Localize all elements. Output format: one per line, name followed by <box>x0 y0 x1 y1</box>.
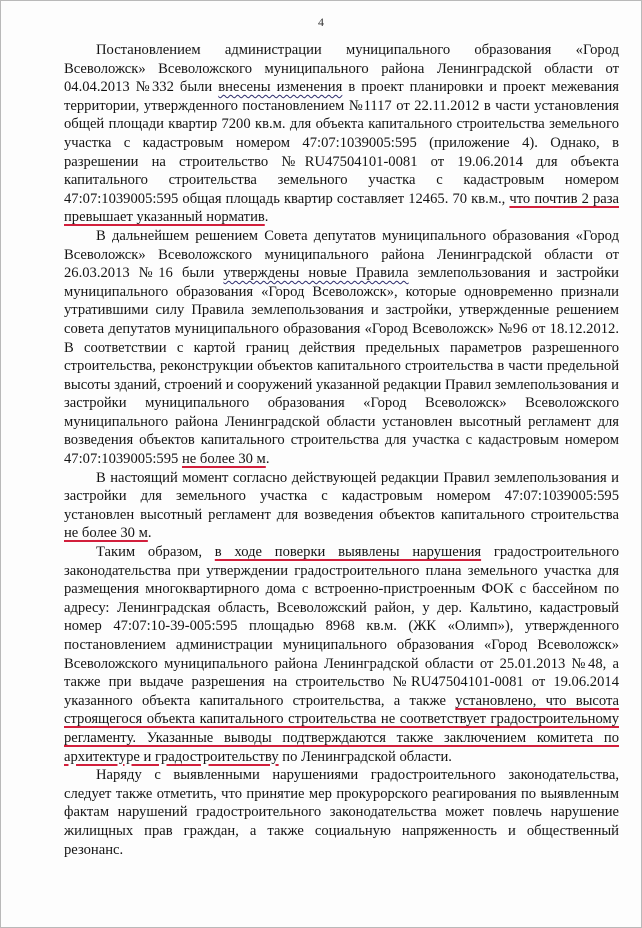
paragraph-3 <box>64 469 619 543</box>
paragraph-3-text-a: В настоящий момент согласно действующей редакции Правил землепользования и застройки для земельного участка с кадастровым номером 47:07:1039005:595 установлен высотный регламент для возведения объектов капитального строительства <box>64 469 619 523</box>
paragraph-1-text-e: . <box>264 209 269 226</box>
paragraph-3-text-e: . <box>147 525 152 542</box>
paragraph-1-emphasis-changes: внесены изменения <box>218 79 343 96</box>
paragraph-1-text-c: в проект планировки и проект межевания территории, утвержденного постановлением №1117 от 22.11.2012 в части установления общей площади квартир 7200 кв.м. для объекта капитального строительства земельного участка с кадастровым номером 47:07:1039005:595 (приложение 4). Однако, в разрешении на строительство №RU47504101-0081 от 19.06.2014 для объекта капитального строительства земельного участка с кадастровым номером 47:07:1039005:595 общая площадь квартир составляет 12465. 70 кв.м., <box>64 79 620 207</box>
document-body <box>64 41 619 859</box>
paragraph-2-text-a: В дальнейшем решением Совета депутатов муниципального образования «Город Всеволожск» Всеволожского муниципального района Ленинградской области от 26.03.2013 №16 были <box>64 227 619 282</box>
paragraph-2-highlight-height: не более 30 м <box>181 451 266 468</box>
paragraph-5 <box>64 766 619 859</box>
paragraph-2-text-e: . <box>265 451 270 468</box>
paragraph-4-text-g: по Ленинградской области. <box>278 748 452 765</box>
paragraph-1-highlight-exceeds: что почтив 2 раза превышает указанный норматив <box>64 190 619 226</box>
page-number: 4 <box>318 15 324 29</box>
paragraph-4 <box>64 543 619 766</box>
paragraph-4-highlight-violations: в ходе поверки выявлены нарушения <box>214 544 482 561</box>
paragraph-1 <box>64 41 619 227</box>
paragraph-2-emphasis-new-rules: утверждены новые Правила <box>223 265 409 282</box>
paragraph-4-text-a: Таким образом, <box>96 544 215 561</box>
paragraph-4-highlight-conclusion: установлено, что высота строящегося объекта капитального строительства не соответствует градостроительному регламенту. Указанные выводы подтверждаются также заключением комитета по архитектуре и градостроительству <box>64 692 620 765</box>
paragraph-1-text-a: Постановлением администрации муниципального образования «Город Всеволожск» Всеволожского муниципального района Ленинградской области от 04.04.2013 №332 были <box>64 42 619 96</box>
paragraph-3-highlight-height: не более 30 м <box>64 525 148 542</box>
paragraph-4-text-c: градостроительного законодательства при утверждении градостроительного плана земельного участка для размещения многоквартирного дома с встроенно-пристроенным ФОК с бассейном по адресу: Ленинградская область, Всеволожский район, у дер. Кальтино, кадастровый номер 47:07:10-39-005:595 площадью 8968 кв.м. (ЖК «Олимп»), утвержденного постановлением администрации муниципального образования «Город Всеволожск» Всеволожского муниципального района Ленинградской области от 25.01.2013 №48, а также при выдаче разрешения на строительство №RU47504101-0081 от 19.06.2014 указанного объекта капитального строительства, а также <box>64 544 619 709</box>
paragraph-2 <box>64 227 619 469</box>
paragraph-2-text-c: землепользования и застройки муниципального образования «Город Всеволожск», которые одновременно признали утратившими силу Правила землепользования и застройки, утвержденные решением совета депутатов муниципального образования «Город Всеволожск» №96 от 18.12.2012. В соответствии с картой границ действия предельных параметров разрешенного строительства, реконструкции объектов капитального строительства в части предельной высоты зданий, строений и сооружений указанной редакции Правил землепользования и застройки муниципального образования «Город Всеволожск» Всеволожского муниципального района Ленинградской области установлен высотный регламент для возведения объектов капитального строительства для участка с кадастровым номером 47:07:1039005:595 <box>64 265 619 468</box>
paragraph-5-text-a: Наряду с выявленными нарушениями градостроительного законодательства, следует также отметить, что принятие мер прокурорского реагирования по выявленным фактам нарушений градостроительного законодательства может повлечь нарушение жилищных прав граждан, а также социальную напряженность и общественный резонанс. <box>64 767 619 858</box>
